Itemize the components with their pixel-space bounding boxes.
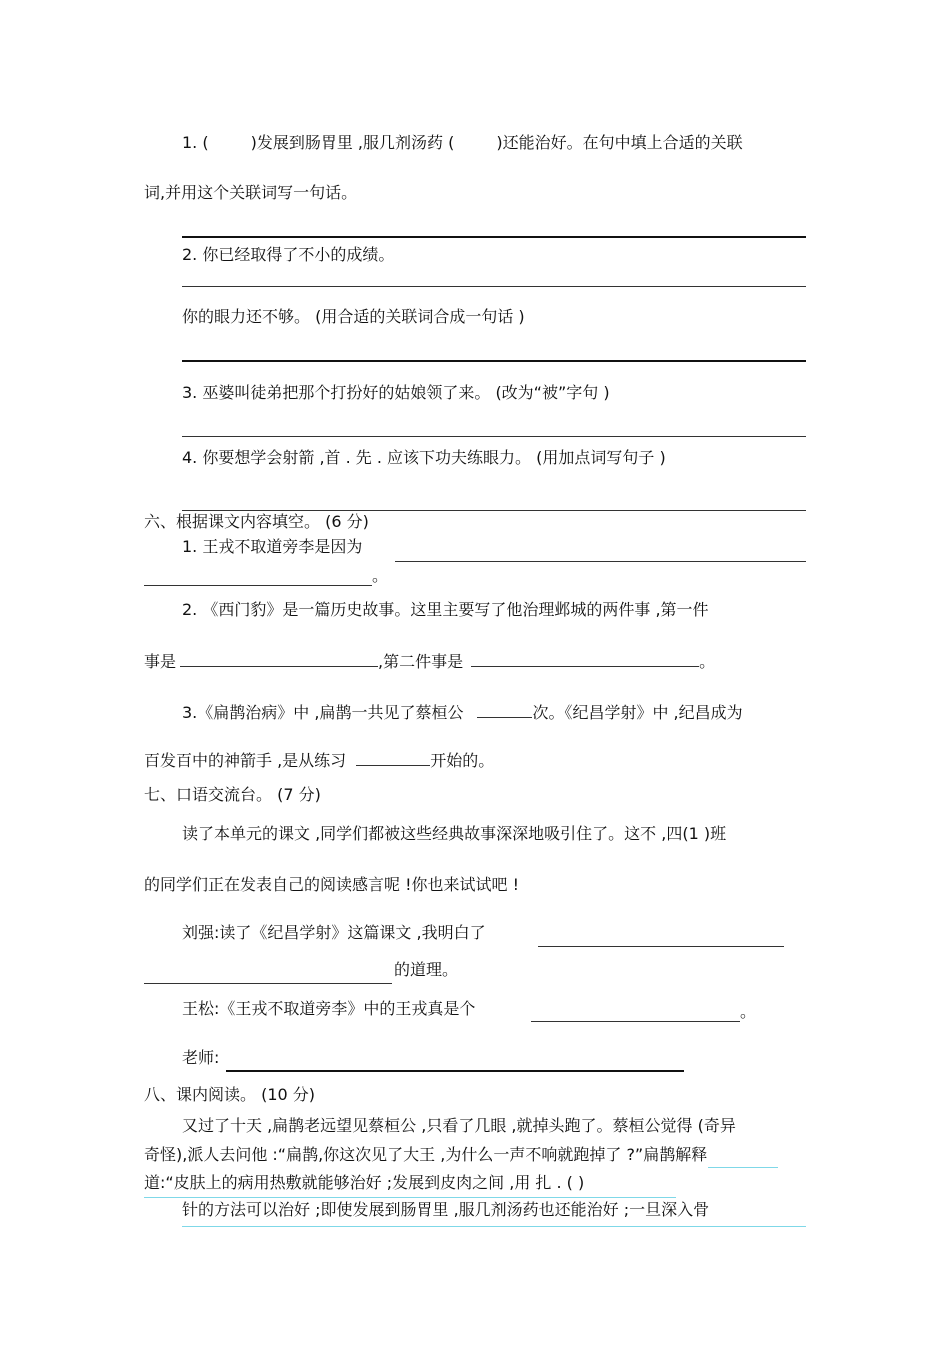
q6-3-text-a: 3.《扁鹊治病》中 ,扁鹊一共见了蔡桓公: [182, 703, 464, 722]
reading-line-1: 又过了十天 ,扁鹊老远望见蔡桓公 ,只看了几眼 ,就掉头跑了。蔡桓公觉得 (奇异: [182, 1116, 736, 1135]
q6-3-line1: [182, 701, 743, 723]
blank-q6-3a[interactable]: [477, 701, 532, 718]
q5-2-line1: 2. 你已经取得了不小的成绩。: [182, 245, 395, 264]
blank-q7-teacher[interactable]: [226, 1070, 684, 1072]
q7-liu-end: 的道理。: [394, 960, 459, 979]
highlight-underline-3: [182, 1226, 806, 1227]
q5-1-line1: [182, 133, 743, 153]
q6-3-text-b: 次。《纪昌学射》中 ,纪昌成为: [532, 703, 743, 722]
q5-2-line2: 你的眼力还不够。 (用合适的关联词合成一句话 ): [182, 307, 525, 326]
q6-2-line1: 2. 《西门豹》是一篇历史故事。这里主要写了他治理邺城的两件事 ,第一件: [182, 600, 709, 619]
q5-4: 4. 你要想学会射箭 ,首 . 先 . 应该下功夫练眼力。 (用加点词写句子 ): [182, 448, 666, 467]
q6-2-first-label: 事是: [144, 652, 177, 671]
answer-line-q5-4[interactable]: [182, 510, 806, 511]
q6-2-line2: [144, 650, 715, 672]
q6-3-text-c: 百发百中的神箭手 ,是从练习: [144, 751, 347, 770]
q5-1-text-a: )发展到肠胃里 ,服几剂汤药 (: [250, 133, 455, 152]
reading-line-3: 道:“皮肤上的病用热敷就能够治好 ;发展到皮肉之间 ,用 扎 . ( ): [144, 1173, 585, 1192]
q5-3: 3. 巫婆叫徒弟把那个打扮好的姑娘领了来。 (改为“被”字句 ): [182, 383, 610, 402]
answer-line-q5-2b[interactable]: [182, 360, 806, 362]
answer-line-q5-1[interactable]: [182, 236, 806, 238]
section8-title: 八、课内阅读。 (10 分): [144, 1085, 316, 1104]
answer-line-q5-3[interactable]: [182, 436, 806, 437]
reading-line-2: 奇怪),派人去问他 :“扁鹊,你这次见了大王 ,为什么一声不响就跑掉了 ?”扁鹊解释: [144, 1145, 708, 1164]
q7-teacher-label: 老师:: [182, 1048, 220, 1067]
q7-wang-end: 。: [740, 1002, 757, 1021]
blank-q6-1a[interactable]: [395, 561, 806, 562]
blank-q6-2a[interactable]: [180, 650, 378, 667]
blank-q6-3b[interactable]: [356, 749, 430, 766]
blank-q6-1b[interactable]: [144, 585, 372, 586]
q5-1-text-b: )还能治好。在句中填上合适的关联: [496, 133, 743, 152]
section7-title: 七、口语交流台。 (7 分): [144, 785, 321, 804]
reading-line-4: 针的方法可以治好 ;即使发展到肠胃里 ,服几剂汤药也还能治好 ;一旦深入骨: [182, 1200, 710, 1219]
q7-intro-line2: 的同学们正在发表自己的阅读感言呢 !你也来试试吧 !: [144, 875, 520, 894]
section6-title: 六、根据课文内容填空。 (6 分): [144, 512, 369, 531]
blank-q7-wang[interactable]: [531, 1021, 740, 1022]
q5-1-line2: 词,并用这个关联词写一句话。: [144, 183, 358, 202]
q5-1-num: 1. (: [182, 133, 209, 152]
q7-liu-text: 刘强:读了《纪昌学射》这篇课文 ,我明白了: [182, 923, 486, 942]
answer-line-q5-2a[interactable]: [182, 286, 806, 287]
q7-wang-text: 王松:《王戎不取道旁李》中的王戎真是个: [182, 999, 476, 1018]
q6-2-second-label: ,第二件事是: [378, 652, 464, 671]
blank-q6-2b[interactable]: [471, 650, 699, 667]
blank-q7-liu-a[interactable]: [538, 946, 784, 947]
q6-2-end: 。: [699, 652, 716, 671]
highlight-underline-1: [708, 1167, 778, 1168]
blank-q7-liu-b[interactable]: [144, 983, 392, 984]
q7-intro-line1: 读了本单元的课文 ,同学们都被这些经典故事深深地吸引住了。这不 ,四(1 )班: [182, 824, 727, 843]
q6-1-end: 。: [372, 566, 389, 585]
q6-3-line2: [144, 749, 494, 771]
q6-3-text-d: 开始的。: [430, 751, 495, 770]
highlight-underline-2: [144, 1197, 676, 1198]
q6-1: 1. 王戎不取道旁李是因为: [182, 537, 363, 556]
